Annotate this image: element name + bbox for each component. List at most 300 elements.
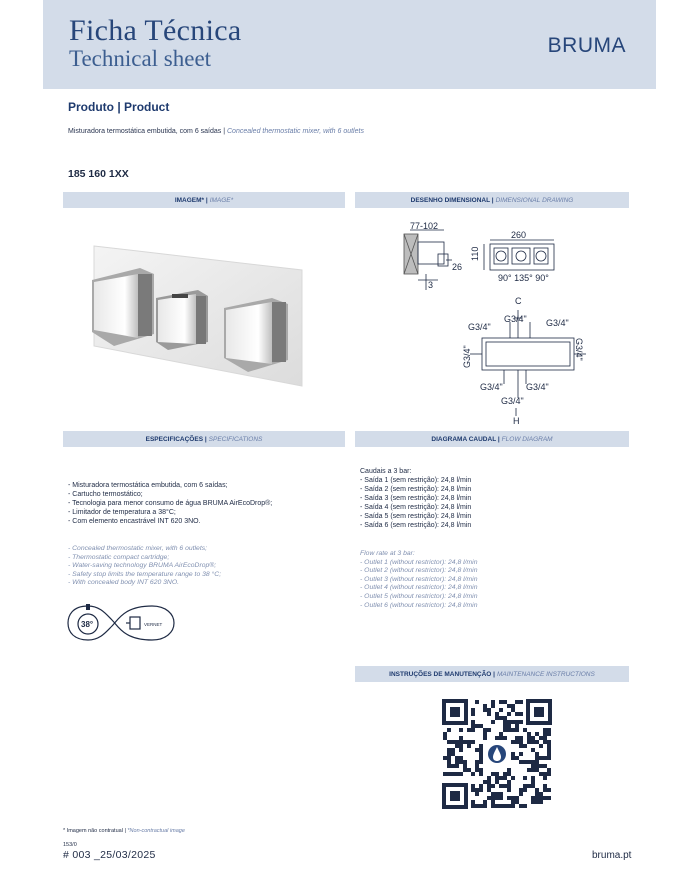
qr-module: [459, 748, 463, 752]
drawing-bar: [355, 192, 629, 208]
qr-module: [523, 784, 527, 788]
qr-module: [451, 752, 455, 756]
qr-module: [475, 788, 479, 792]
qr-module: [531, 784, 535, 788]
thread-top-right: G3/4": [546, 318, 569, 328]
list-item: - Cartucho termostático;: [68, 491, 143, 498]
qr-module: [483, 708, 487, 712]
qr-module: [539, 764, 543, 768]
specs-list-en: [68, 545, 221, 588]
qr-module: [547, 752, 551, 756]
badge-temp: 38°: [81, 620, 94, 629]
qr-module: [475, 768, 479, 772]
qr-module: [455, 764, 459, 768]
product-description: [68, 128, 364, 135]
page-number: 153/0: [63, 842, 77, 848]
qr-module: [531, 796, 535, 800]
qr-module: [459, 772, 463, 776]
drawing-bar-en: DIMENSIONAL DRAWING: [495, 196, 574, 204]
list-item: - Outlet 3 (without restrictor): 24,8 l/min: [360, 575, 478, 583]
qr-module: [507, 784, 511, 788]
qr-module: [543, 776, 547, 780]
qr-module: [467, 768, 471, 772]
feature-badge: [66, 602, 176, 644]
qr-module: [543, 756, 547, 760]
qr-module: [515, 724, 519, 728]
qr-module: [499, 716, 503, 720]
qr-module: [531, 800, 535, 804]
dim-wall: 3: [428, 280, 434, 290]
qr-module: [479, 724, 483, 728]
qr-module: [515, 740, 519, 744]
qr-module: [515, 720, 519, 724]
title-en: Technical sheet: [69, 46, 212, 71]
qr-module: [507, 712, 511, 716]
image-disclaimer: [63, 828, 185, 834]
qr-module: [487, 784, 491, 788]
list-item: - Outlet 2 (without restrictor): 24,8 l/min: [360, 567, 478, 575]
qr-module: [495, 772, 499, 776]
qr-module: [543, 740, 547, 744]
qr-module: [539, 736, 543, 740]
specs-list-pt: [68, 481, 272, 526]
qr-module: [531, 740, 535, 744]
qr-module: [523, 776, 527, 780]
qr-module: [547, 756, 551, 760]
qr-module: [491, 800, 495, 804]
qr-module: [507, 772, 511, 776]
qr-module: [475, 724, 479, 728]
drawing-bar-pt: DESENHO DIMENSIONAL |: [410, 196, 494, 204]
qr-module: [475, 700, 479, 704]
qr-module: [479, 756, 483, 760]
maintenance-bar: [355, 666, 629, 682]
qr-module: [503, 700, 507, 704]
qr-module: [447, 728, 451, 732]
qr-module: [527, 784, 531, 788]
qr-module: [539, 796, 543, 800]
qr-module: [543, 784, 547, 788]
qr-module: [535, 764, 539, 768]
qr-module: [483, 804, 487, 808]
qr-module: [487, 708, 491, 712]
qr-module: [479, 784, 483, 788]
qr-module: [507, 704, 511, 708]
qr-module: [539, 744, 543, 748]
qr-module: [519, 788, 523, 792]
qr-module: [471, 728, 475, 732]
qr-module: [535, 788, 539, 792]
list-item: - Saída 2 (sem restrição): 24,8 l/min: [360, 486, 472, 493]
qr-module: [523, 728, 527, 732]
image-bar-pt: IMAGEM* |: [174, 196, 208, 204]
flow-list-pt: [360, 467, 471, 530]
qr-module: [471, 724, 475, 728]
qr-module: [515, 736, 519, 740]
qr-module: [535, 732, 539, 736]
qr-module: [511, 740, 515, 744]
qr-module: [535, 796, 539, 800]
qr-module: [499, 776, 503, 780]
qr-module: [479, 772, 483, 776]
qr-module: [519, 740, 523, 744]
qr-module: [491, 784, 495, 788]
qr-module: [455, 772, 459, 776]
label-hot: H: [513, 416, 520, 426]
qr-module: [471, 800, 475, 804]
qr-module: [507, 724, 511, 728]
qr-code[interactable]: [440, 697, 554, 811]
qr-module: [451, 748, 455, 752]
qr-module: [447, 748, 451, 752]
list-item: - Thermostatic compact cartridge;: [68, 553, 170, 561]
product-code: 185 160 1XX: [68, 168, 129, 180]
label-cold: C: [515, 296, 522, 306]
qr-module: [535, 756, 539, 760]
qr-module: [479, 752, 483, 756]
qr-module: [491, 772, 495, 776]
qr-module: [483, 736, 487, 740]
qr-module: [503, 772, 507, 776]
product-section-title: Produto | Product: [68, 100, 170, 114]
qr-module: [487, 788, 491, 792]
qr-module: [499, 792, 503, 796]
qr-module: [471, 788, 475, 792]
qr-module: [455, 760, 459, 764]
qr-module: [503, 728, 507, 732]
list-item: - Concealed thermostatic mixer, with 6 outlets;: [68, 545, 208, 552]
qr-module: [547, 740, 551, 744]
qr-module: [487, 780, 491, 784]
note-pt: * Imagem não contratual |: [63, 828, 128, 834]
list-item: - Limitador de temperatura a 38°C;: [68, 509, 176, 516]
qr-module: [479, 744, 483, 748]
thread-left: G3/4": [462, 345, 472, 368]
qr-module: [543, 772, 547, 776]
qr-module: [443, 732, 447, 736]
badge-vernet: VERNET: [144, 622, 163, 627]
qr-module: [503, 776, 507, 780]
list-item: Flow rate at 3 bar:: [360, 550, 415, 557]
qr-module: [495, 776, 499, 780]
qr-module: [495, 716, 499, 720]
qr-module: [495, 792, 499, 796]
dim-width: 260: [511, 230, 527, 240]
qr-module: [535, 752, 539, 756]
dim-height: 110: [470, 246, 480, 261]
qr-module: [463, 768, 467, 772]
qr-module: [451, 764, 455, 768]
list-item: - Outlet 1 (without restrictor): 24,8 l/min: [360, 558, 478, 566]
qr-module: [519, 804, 523, 808]
qr-module: [499, 708, 503, 712]
qr-module: [447, 756, 451, 760]
description-pt: Misturadora termostática embutida, com 6 saídas |: [68, 128, 227, 135]
qr-module: [459, 740, 463, 744]
qr-module: [463, 740, 467, 744]
thread-bottom-left: G3/4": [480, 382, 503, 392]
qr-module: [507, 796, 511, 800]
qr-module: [547, 788, 551, 792]
qr-module: [499, 736, 503, 740]
qr-module: [483, 800, 487, 804]
qr-module: [507, 728, 511, 732]
qr-module: [531, 736, 535, 740]
qr-module: [523, 804, 527, 808]
qr-module: [511, 708, 515, 712]
qr-module: [515, 800, 519, 804]
thermometer-icon: [86, 604, 90, 610]
qr-module: [515, 712, 519, 716]
qr-module: [479, 748, 483, 752]
qr-module: [451, 772, 455, 776]
qr-module: [459, 756, 463, 760]
list-item: - Saída 5 (sem restrição): 24,8 l/min: [360, 513, 472, 520]
qr-module: [471, 772, 475, 776]
specs-bar-pt: ESPECIFICAÇÕES |: [145, 435, 207, 443]
qr-module: [483, 780, 487, 784]
qr-module: [447, 772, 451, 776]
thread-top-left: G3/4": [468, 322, 491, 332]
qr-module: [507, 768, 511, 772]
qr-module: [511, 756, 515, 760]
qr-module: [543, 732, 547, 736]
list-item: - Com elemento encastrável INT 620 3NO.: [68, 518, 201, 525]
qr-module: [499, 796, 503, 800]
qr-module: [515, 756, 519, 760]
qr-module: [443, 756, 447, 760]
qr-module: [447, 740, 451, 744]
list-item: - With concealed body INT 620 3NO.: [68, 579, 180, 587]
dimensional-drawing: [398, 218, 588, 430]
qr-module: [523, 788, 527, 792]
dim-offset: 26: [452, 262, 463, 272]
product-image: [88, 238, 308, 388]
list-item: - Tecnologia para menor consumo de água BRUMA AirEcoDrop®;: [68, 500, 273, 507]
qr-module: [523, 744, 527, 748]
qr-module: [535, 768, 539, 772]
qr-module: [531, 760, 535, 764]
qr-module: [547, 728, 551, 732]
qr-module: [495, 780, 499, 784]
dim-angles: 90° 135° 90°: [498, 273, 549, 283]
qr-module: [515, 728, 519, 732]
thread-bottom-right: G3/4": [526, 382, 549, 392]
qr-module: [471, 720, 475, 724]
qr-module: [495, 804, 499, 808]
qr-module: [495, 712, 499, 716]
qr-module: [451, 740, 455, 744]
qr-module: [507, 720, 511, 724]
qr-module: [535, 800, 539, 804]
qr-module: [491, 704, 495, 708]
flow-bar-pt: DIAGRAMA CAUDAL |: [431, 435, 500, 443]
qr-module: [463, 760, 467, 764]
dim-depth: 77-102: [410, 221, 439, 231]
specs-bar: [63, 431, 345, 447]
qr-module: [475, 760, 479, 764]
qr-module: [443, 736, 447, 740]
qr-module: [519, 736, 523, 740]
image-bar-en: IMAGE*: [209, 196, 234, 204]
brand-logo: BRUMA: [547, 34, 626, 57]
qr-module: [519, 752, 523, 756]
qr-module: [471, 712, 475, 716]
qr-module: [471, 708, 475, 712]
qr-module: [511, 800, 515, 804]
qr-module: [547, 732, 551, 736]
qr-module: [531, 780, 535, 784]
qr-module: [491, 796, 495, 800]
qr-module: [499, 784, 503, 788]
qr-module: [479, 804, 483, 808]
list-item: - Saída 3 (sem restrição): 24,8 l/min: [360, 495, 472, 502]
qr-module: [539, 756, 543, 760]
qr-module: [511, 796, 515, 800]
qr-module: [499, 804, 503, 808]
qr-module: [503, 784, 507, 788]
list-item: - Saída 1 (sem restrição): 24,8 l/min: [360, 477, 472, 484]
thread-bottom: G3/4": [501, 396, 524, 406]
qr-module: [547, 796, 551, 800]
qr-module: [543, 796, 547, 800]
qr-module: [539, 772, 543, 776]
qr-module: [511, 720, 515, 724]
qr-module: [499, 732, 503, 736]
thread-top: G3/4": [504, 314, 527, 324]
qr-module: [499, 700, 503, 704]
qr-module: [531, 764, 535, 768]
description-en: Concealed thermostatic mixer, with 6 outlets: [227, 128, 364, 135]
qr-module: [447, 764, 451, 768]
title-pt: Ficha Técnica: [69, 14, 242, 47]
qr-module: [535, 792, 539, 796]
qr-module: [471, 784, 475, 788]
qr-module: [507, 804, 511, 808]
image-bar: [63, 192, 345, 208]
qr-module: [503, 724, 507, 728]
qr-module: [511, 752, 515, 756]
qr-module: [535, 740, 539, 744]
qr-module: [511, 728, 515, 732]
qr-module: [539, 792, 543, 796]
qr-module: [519, 760, 523, 764]
qr-module: [487, 776, 491, 780]
qr-module: [491, 804, 495, 808]
qr-module: [459, 728, 463, 732]
qr-module: [503, 716, 507, 720]
qr-module: [491, 792, 495, 796]
qr-module: [463, 764, 467, 768]
qr-module: [519, 720, 523, 724]
qr-module: [531, 748, 535, 752]
qr-module: [527, 760, 531, 764]
qr-module: [503, 736, 507, 740]
qr-module: [527, 736, 531, 740]
qr-module: [467, 744, 471, 748]
qr-module: [479, 760, 483, 764]
qr-module: [491, 720, 495, 724]
qr-module: [483, 728, 487, 732]
header-banner: [43, 0, 656, 89]
flow-bar-en: FLOW DIAGRAM: [501, 435, 553, 443]
qr-module: [527, 732, 531, 736]
qr-module: [459, 760, 463, 764]
qr-module: [515, 700, 519, 704]
qr-module: [507, 788, 511, 792]
qr-module: [503, 720, 507, 724]
qr-module: [547, 744, 551, 748]
qr-module: [467, 728, 471, 732]
qr-module: [483, 732, 487, 736]
qr-module: [447, 760, 451, 764]
qr-module: [471, 804, 475, 808]
qr-module: [487, 712, 491, 716]
qr-module: [471, 740, 475, 744]
qr-module: [523, 760, 527, 764]
qr-module: [455, 756, 459, 760]
qr-module: [527, 740, 531, 744]
maint-bar-pt: INSTRUÇÕES DE MANUTENÇÃO |: [389, 670, 495, 678]
qr-module: [475, 764, 479, 768]
qr-module: [511, 776, 515, 780]
list-item: - Saída 4 (sem restrição): 24,8 l/min: [360, 504, 472, 511]
list-item: - Water-saving technology BRUMA AirEcoDrop®;: [68, 562, 217, 570]
flow-bar: [355, 431, 629, 447]
specs-bar-en: SPECIFICATIONS: [208, 435, 263, 443]
qr-module: [455, 744, 459, 748]
qr-module: [447, 752, 451, 756]
list-item: - Outlet 6 (without restrictor): 24,8 l/min: [360, 601, 478, 609]
qr-module: [495, 736, 499, 740]
qr-module: [547, 748, 551, 752]
qr-module: [475, 792, 479, 796]
qr-module: [531, 768, 535, 772]
qr-module: [519, 744, 523, 748]
list-item: Caudais a 3 bar:: [360, 468, 412, 475]
qr-module: [479, 768, 483, 772]
qr-module: [539, 800, 543, 804]
qr-module: [547, 768, 551, 772]
qr-module: [459, 736, 463, 740]
list-item: - Saída 6 (sem restrição): 24,8 l/min: [360, 522, 472, 529]
maint-bar-en: MAINTENANCE INSTRUCTIONS: [496, 670, 595, 678]
qr-module: [487, 728, 491, 732]
note-en: *Non-contractual image: [127, 828, 185, 834]
qr-module: [519, 712, 523, 716]
qr-module: [467, 740, 471, 744]
list-item: - Outlet 4 (without restrictor): 24,8 l/min: [360, 584, 478, 592]
qr-module: [531, 776, 535, 780]
qr-module: [543, 736, 547, 740]
list-item: - Misturadora termostática embutida, com 6 saídas;: [68, 482, 228, 489]
flow-list-en: [360, 550, 477, 610]
qr-module: [491, 700, 495, 704]
qr-module: [455, 740, 459, 744]
qr-module: [475, 804, 479, 808]
qr-module: [535, 760, 539, 764]
website-link[interactable]: bruma.pt: [592, 850, 632, 861]
qr-module: [543, 728, 547, 732]
document-date: # 003 _25/03/2025: [63, 849, 156, 861]
list-item: - Safety stop limits the temperature range to 38 °C;: [68, 570, 222, 578]
qr-module: [475, 748, 479, 752]
qr-module: [519, 792, 523, 796]
qr-module: [503, 804, 507, 808]
qr-module: [443, 772, 447, 776]
qr-module: [527, 768, 531, 772]
qr-module: [479, 788, 483, 792]
